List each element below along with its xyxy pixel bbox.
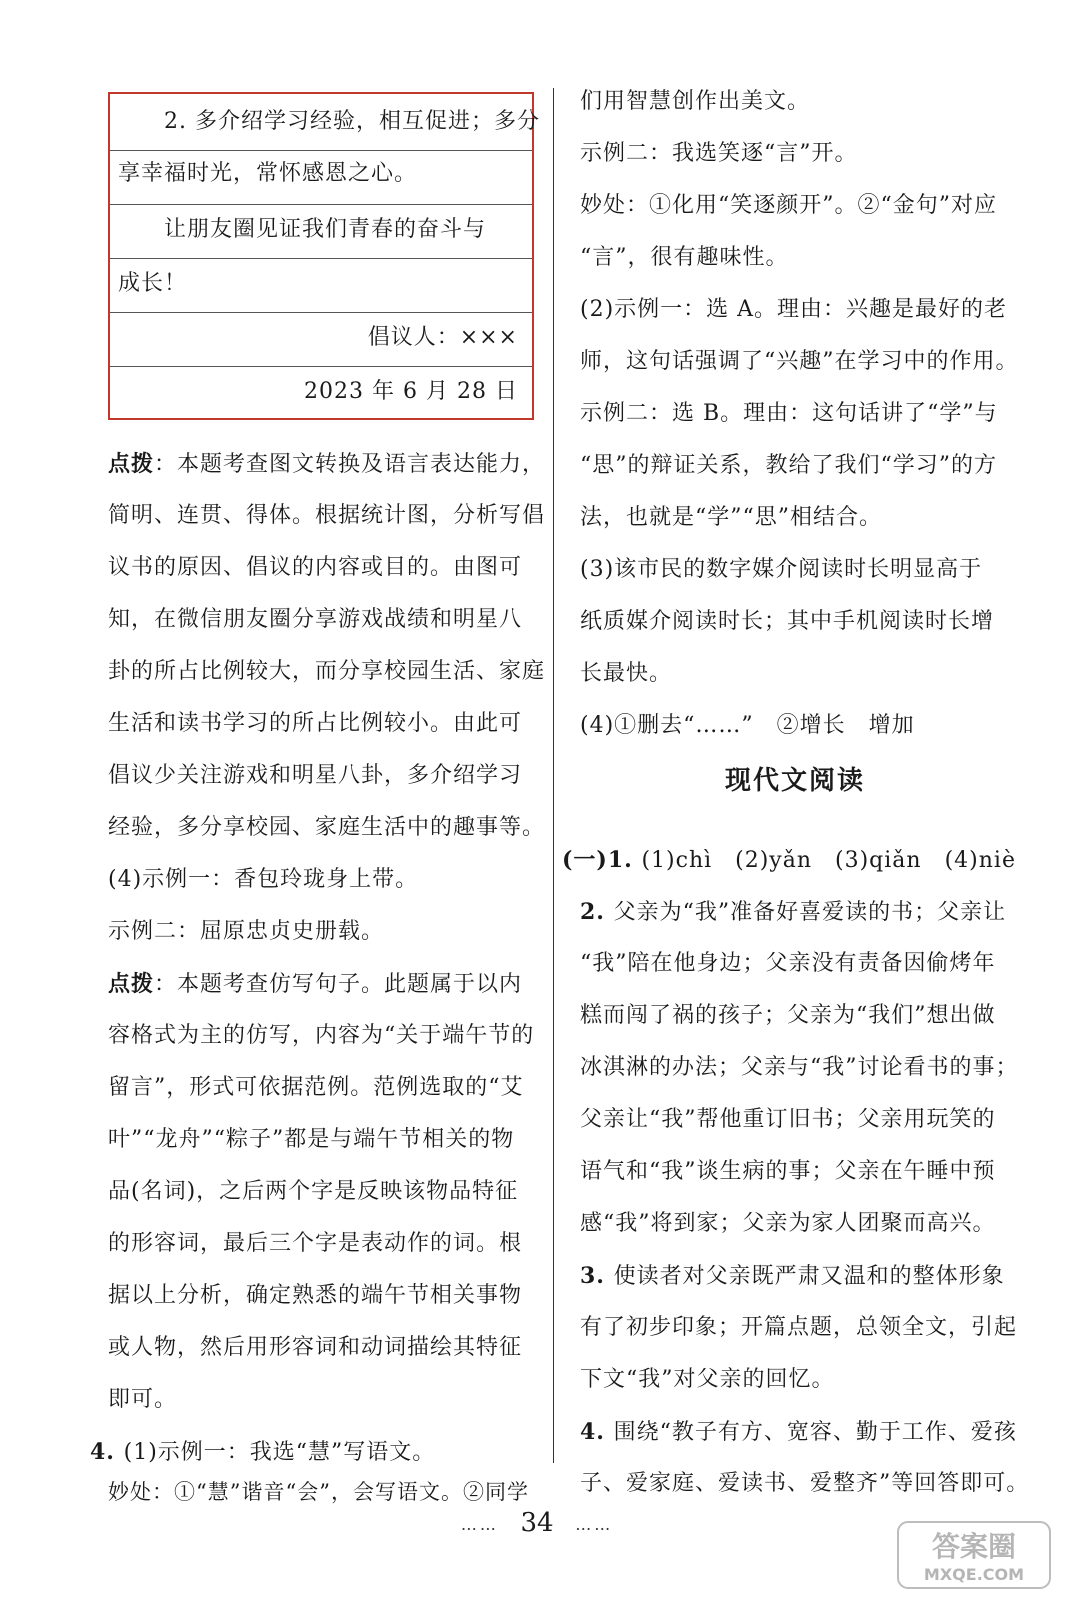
box-date: 2023 年 6 月 28 日: [304, 379, 518, 404]
text-line: 点拨：本题考查仿写句子。此题属于以内: [108, 971, 523, 997]
text-line: 法，也就是“学”“思”相结合。: [580, 505, 882, 530]
text-line: 示例二：选 B。理由：这句话讲了“学”与: [580, 401, 998, 426]
svg-text:MXQE.COM: MXQE.COM: [923, 1565, 1025, 1584]
text-line: 有了初步印象；开篇点题，总领全文，引起: [580, 1315, 1018, 1340]
text-line: 语气和“我”谈生病的事；父亲在午睡中预: [580, 1159, 996, 1184]
svg-text:答案圈: 答案圈: [931, 1530, 1017, 1563]
text-line: (2)示例一：选 A。理由：兴趣是最好的老: [580, 297, 1008, 322]
box-rule: [110, 312, 532, 313]
text-line: “思”的辩证关系，教给了我们“学习”的方: [580, 453, 997, 478]
text-line: (3)该市民的数字媒介阅读时长明显高于: [580, 557, 983, 582]
text-line: 感“我”将到家；父亲为家人团聚而高兴。: [580, 1211, 996, 1236]
text-line: 示例二：屈原忠贞史册载。: [108, 919, 385, 944]
page-number: 34: [520, 1508, 554, 1538]
text-line: (一)1. (1)chì (2)yǎn (3)qiǎn (4)niè: [562, 847, 1016, 873]
text-line: 下文“我”对父亲的回忆。: [580, 1367, 835, 1392]
text-line: 即可。: [108, 1387, 178, 1412]
text-line: 3. 使读者对父亲既严肃又温和的整体形象: [580, 1263, 1005, 1289]
text-line: 师，这句话强调了“兴趣”在学习中的作用。: [580, 349, 1019, 374]
text-line: “我”陪在他身边；父亲没有责备因偷烤年: [580, 951, 996, 976]
text-line: (4)①删去“……” ②增长 增加: [580, 713, 915, 738]
text-line: “言”，很有趣味性。: [580, 245, 789, 270]
text-line: 示例二：我选笑逐“言”开。: [580, 141, 858, 166]
text-line: 容格式为主的仿写，内容为“关于端午节的: [108, 1023, 535, 1048]
text-line: 生活和读书学习的所占比例较小。由此可: [108, 711, 523, 736]
text-line: 议书的原因、倡议的内容或目的。由图可: [108, 555, 523, 580]
text-line: 糕而闯了祸的孩子；父亲为“我们”想出做: [580, 1003, 996, 1028]
text-line: 4. (1)示例一：我选“慧”写语文。: [90, 1439, 436, 1465]
proposal-box: [108, 92, 540, 420]
box-rule: [110, 204, 532, 205]
text-line: 妙处：①“慧”谐音“会”，会写语文。②同学: [108, 1480, 529, 1504]
text-line: 知，在微信朋友圈分享游戏战绩和明星八: [108, 607, 523, 632]
text-line: 据以上分析，确定熟悉的端午节相关事物: [108, 1283, 523, 1308]
text-line: 卦的所占比例较大，而分享校园生活、家庭: [108, 659, 546, 684]
box-rule: [110, 258, 532, 259]
box-line-1: 2. 多介绍学习经验，相互促进；多分: [164, 109, 540, 134]
text-line: 叶”“龙舟”“粽子”都是与端午节相关的物: [108, 1127, 515, 1152]
text-line: 留言”，形式可依据范例。范例选取的“艾: [108, 1075, 524, 1100]
text-line: 简明、连贯、得体。根据统计图，分析写倡: [108, 503, 546, 528]
text-line: 4. 围绕“教子有方、宽容、勤于工作、爱孩: [580, 1419, 1017, 1445]
watermark-logo: [896, 1520, 1052, 1590]
box-rule: [110, 150, 532, 151]
watermark-logo-icon: [896, 1520, 1052, 1590]
section-title: 现代文阅读: [724, 766, 865, 796]
box-line-2: 享幸福时光，常怀感恩之心。: [118, 161, 418, 186]
box-line-3: 让朋友圈见证我们青春的奋斗与: [164, 217, 487, 242]
text-line: 或人物，然后用形容词和动词描绘其特征: [108, 1335, 523, 1360]
text-line: 纸质媒介阅读时长；其中手机阅读时长增: [580, 609, 995, 634]
text-line: 妙处：①化用“笑逐颜开”。②“金句”对应: [580, 193, 997, 218]
text-line: 的形容词，最后三个字是表动作的词。根: [108, 1231, 523, 1256]
box-line-4: 成长！: [118, 271, 188, 296]
text-line: 父亲让“我”帮他重订旧书；父亲用玩笑的: [580, 1107, 996, 1132]
text-line: 冰淇淋的办法；父亲与“我”讨论看书的事；: [580, 1055, 1019, 1080]
box-signature: 倡议人：×××: [367, 325, 518, 350]
column-divider: [553, 88, 554, 1463]
box-rule: [110, 366, 532, 367]
text-line: 品(名词)，之后两个字是反映该物品特征: [108, 1179, 519, 1204]
text-line: 2. 父亲为“我”准备好喜爱读的书；父亲让: [580, 899, 1007, 925]
text-line: (4)示例一：香包玲珑身上带。: [108, 867, 419, 892]
text-line: 子、爱家庭、爱读书、爱整齐”等回答即可。: [580, 1471, 1030, 1496]
text-line: 点拨：本题考查图文转换及语言表达能力，: [108, 451, 546, 477]
text-line: 们用智慧创作出美文。: [580, 89, 811, 114]
footer-dots-left: ……: [460, 1515, 499, 1534]
text-line: 倡议少关注游戏和明星八卦，多介绍学习: [108, 763, 523, 788]
footer-dots-right: ……: [575, 1515, 614, 1534]
text-line: 长最快。: [580, 661, 673, 686]
text-line: 经验，多分享校园、家庭生活中的趣事等。: [108, 815, 546, 840]
